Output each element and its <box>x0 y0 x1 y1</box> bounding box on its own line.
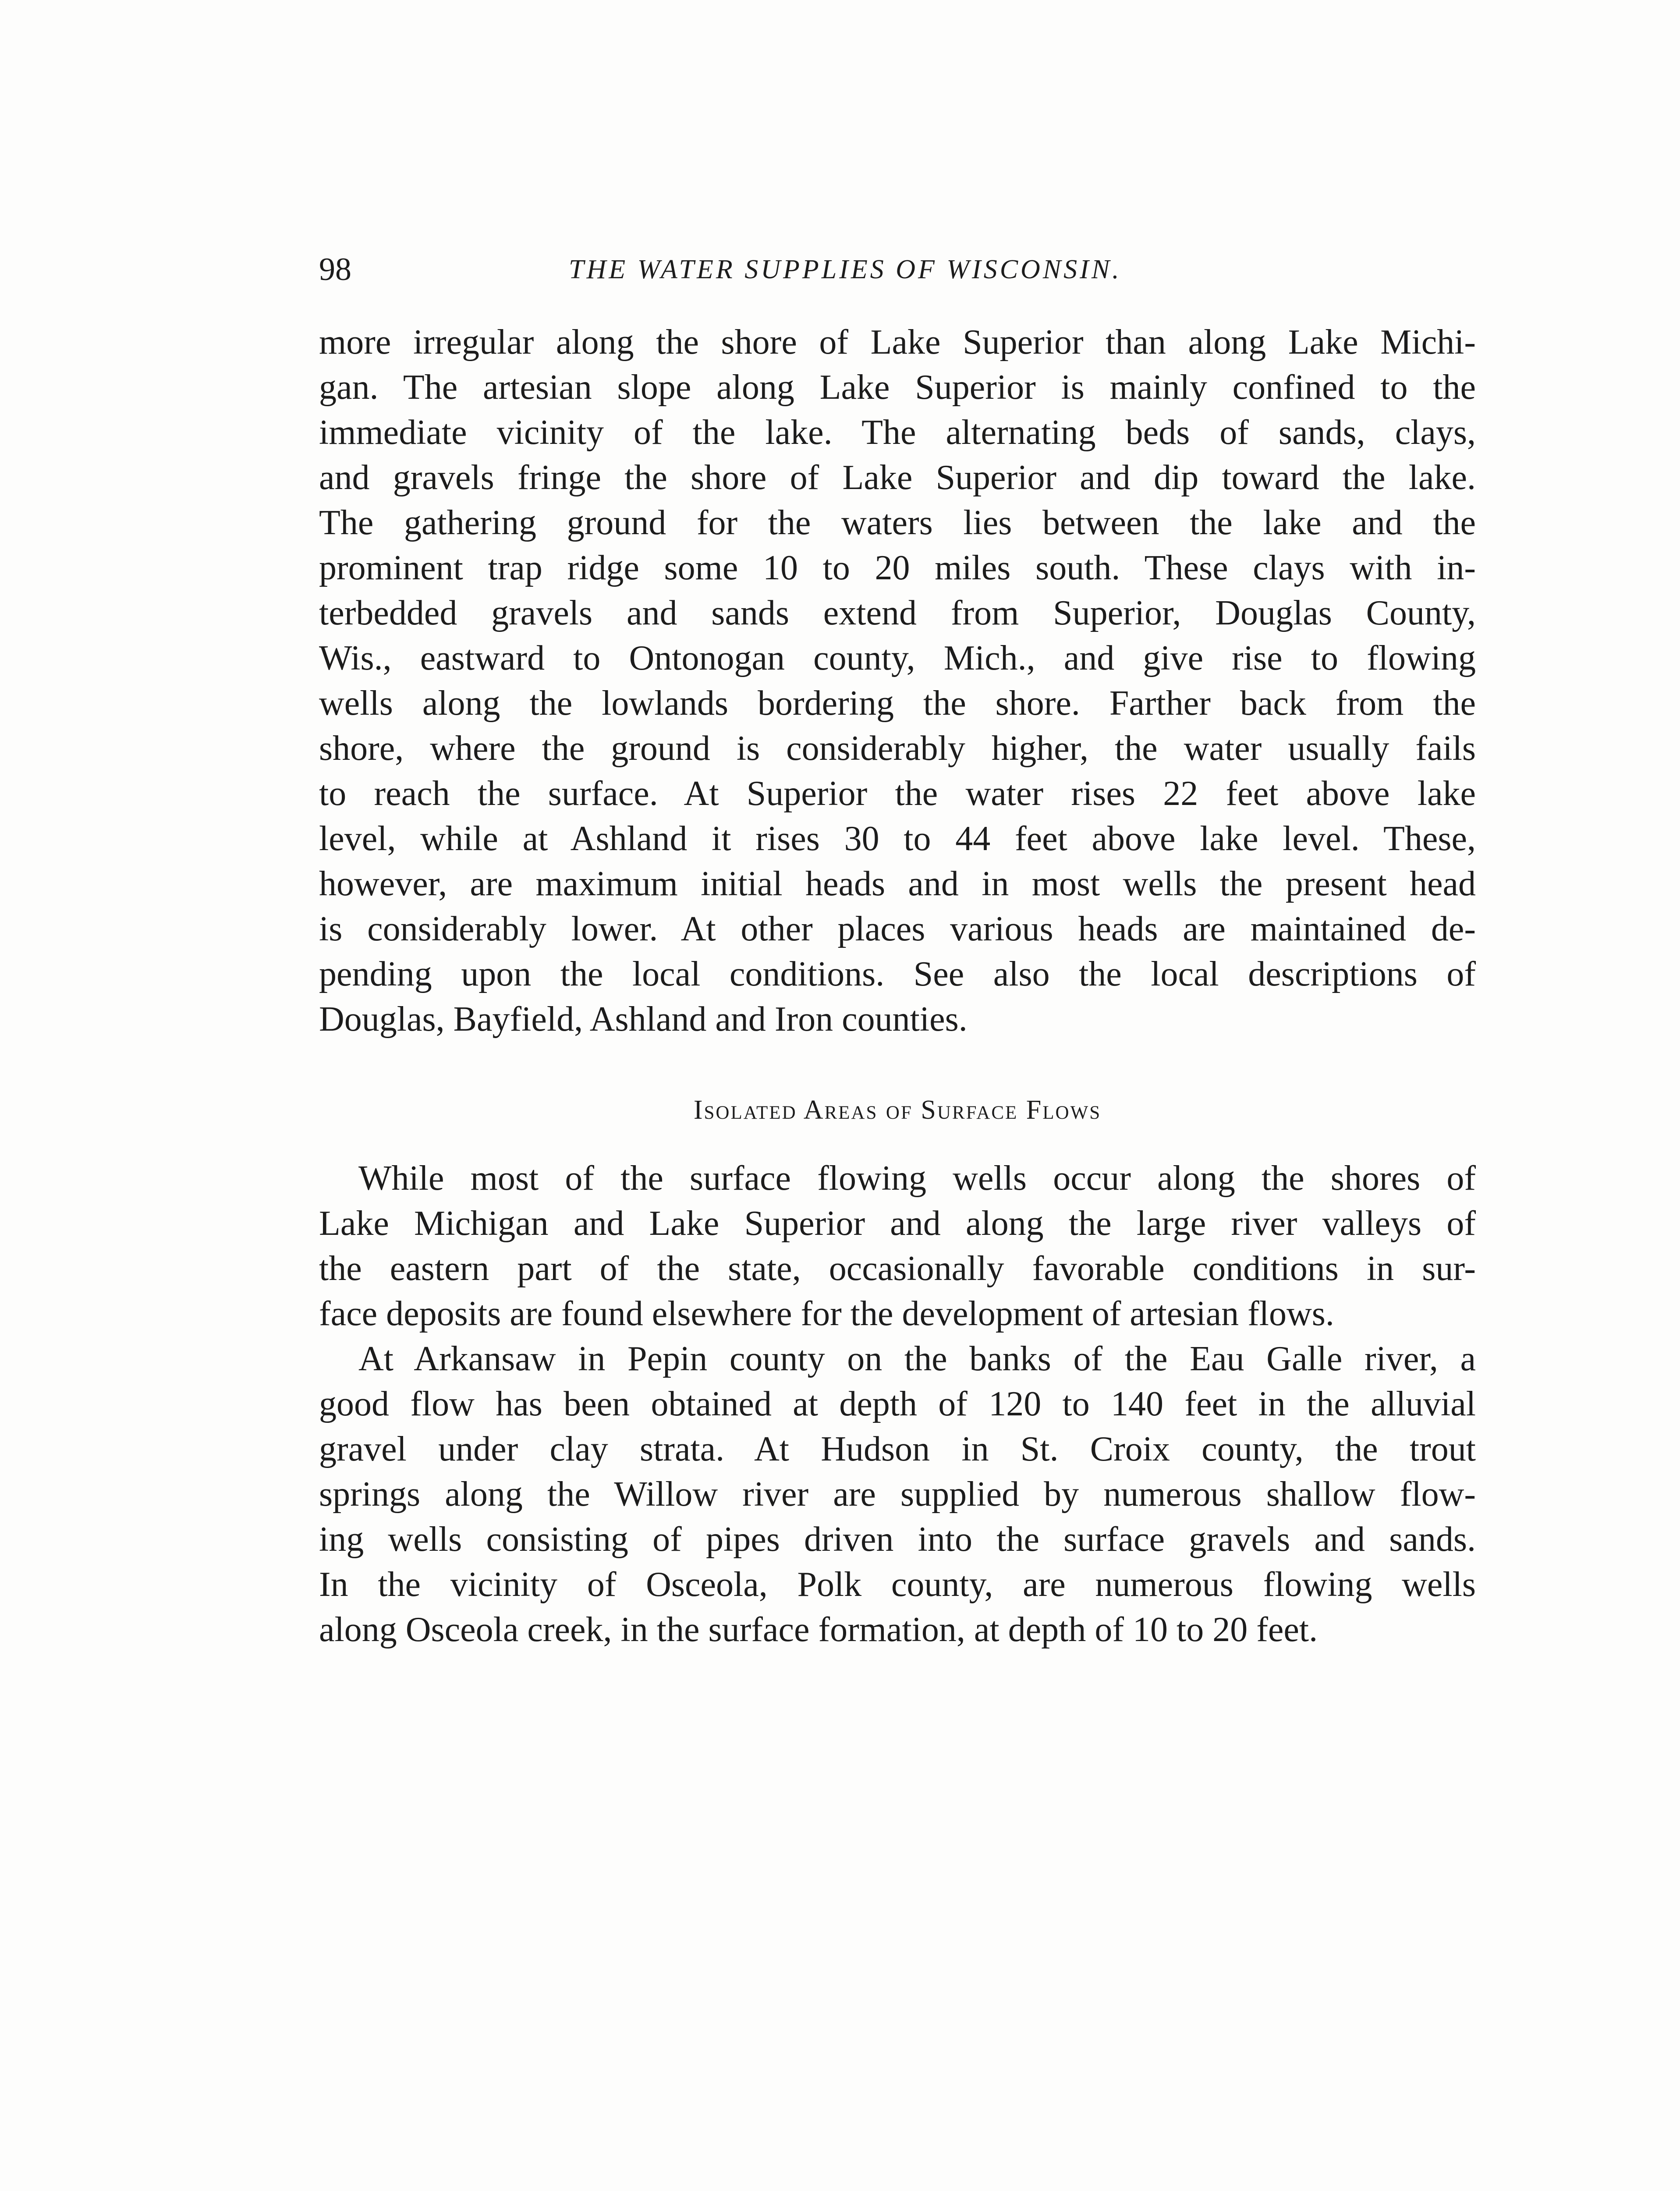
text-line: face deposits are found elsewhere for the development of artesian flows. <box>319 1294 1334 1333</box>
text-line: to reach the surface. At Superior the water rises 22 feet above lake <box>319 774 1476 813</box>
text-line: terbedded gravels and sands extend from Superior, Douglas County, <box>319 594 1476 632</box>
text-line: ing wells consisting of pipes driven into the surface gravels and sands. <box>319 1520 1476 1559</box>
paragraph-2 <box>319 1156 1476 1337</box>
text-line: Lake Michigan and Lake Superior and along the large river valleys of <box>319 1204 1476 1243</box>
text-line: The gathering ground for the waters lies between the lake and the <box>319 503 1476 542</box>
running-title: THE WATER SUPPLIES OF WISCONSIN. <box>569 255 1122 284</box>
text-line: While most of the surface flowing wells occur along the shores of <box>358 1159 1476 1198</box>
text-line: gravel under clay strata. At Hudson in St. Croix county, the trout <box>319 1430 1476 1468</box>
text-line: is considerably lower. At other places various heads are maintained de- <box>319 910 1476 948</box>
text-line: level, while at Ashland it rises 30 to 44 feet above lake level. These, <box>319 819 1476 858</box>
text-line: shore, where the ground is considerably higher, the water usually fails <box>319 729 1476 768</box>
text-line: In the vicinity of Osceola, Polk county, are numerous flowing wells <box>319 1565 1476 1604</box>
text-line: gan. The artesian slope along Lake Superior is mainly confined to the <box>319 368 1476 407</box>
text-line: springs along the Willow river are supplied by numerous shallow flow- <box>319 1475 1476 1514</box>
text-line: and gravels fringe the shore of Lake Superior and dip toward the lake. <box>319 458 1476 497</box>
page-number: 98 <box>319 252 351 287</box>
text-line: pending upon the local conditions. See also the local descriptions of <box>319 955 1476 993</box>
paragraph-1 <box>319 320 1476 1042</box>
body-text <box>319 320 1476 1652</box>
text-line: the eastern part of the state, occasionally favorable conditions in sur- <box>319 1249 1476 1288</box>
text-line: Douglas, Bayfield, Ashland and Iron counties. <box>319 1000 968 1039</box>
text-line: more irregular along the shore of Lake Superior than along Lake Michi- <box>319 323 1476 362</box>
text-line: At Arkansaw in Pepin county on the banks of the Eau Galle river, a <box>358 1340 1476 1378</box>
text-line: prominent trap ridge some 10 to 20 miles south. These clays with in- <box>319 549 1476 587</box>
text-line: good flow has been obtained at depth of 120 to 140 feet in the alluvial <box>319 1385 1476 1423</box>
section-heading: Isolated Areas of Surface Flows <box>693 1095 1102 1125</box>
running-head <box>319 245 1476 294</box>
text-line: however, are maximum initial heads and in most wells the present head <box>319 865 1476 903</box>
paragraph-3 <box>319 1337 1476 1652</box>
text-line: wells along the lowlands bordering the shore. Farther back from the <box>319 684 1476 723</box>
text-line: along Osceola creek, in the surface formation, at depth of 10 to 20 feet. <box>319 1610 1318 1649</box>
text-line: Wis., eastward to Ontonogan county, Mich., and give rise to flowing <box>319 639 1476 677</box>
text-line: immediate vicinity of the lake. The alternating beds of sands, clays, <box>319 413 1476 452</box>
